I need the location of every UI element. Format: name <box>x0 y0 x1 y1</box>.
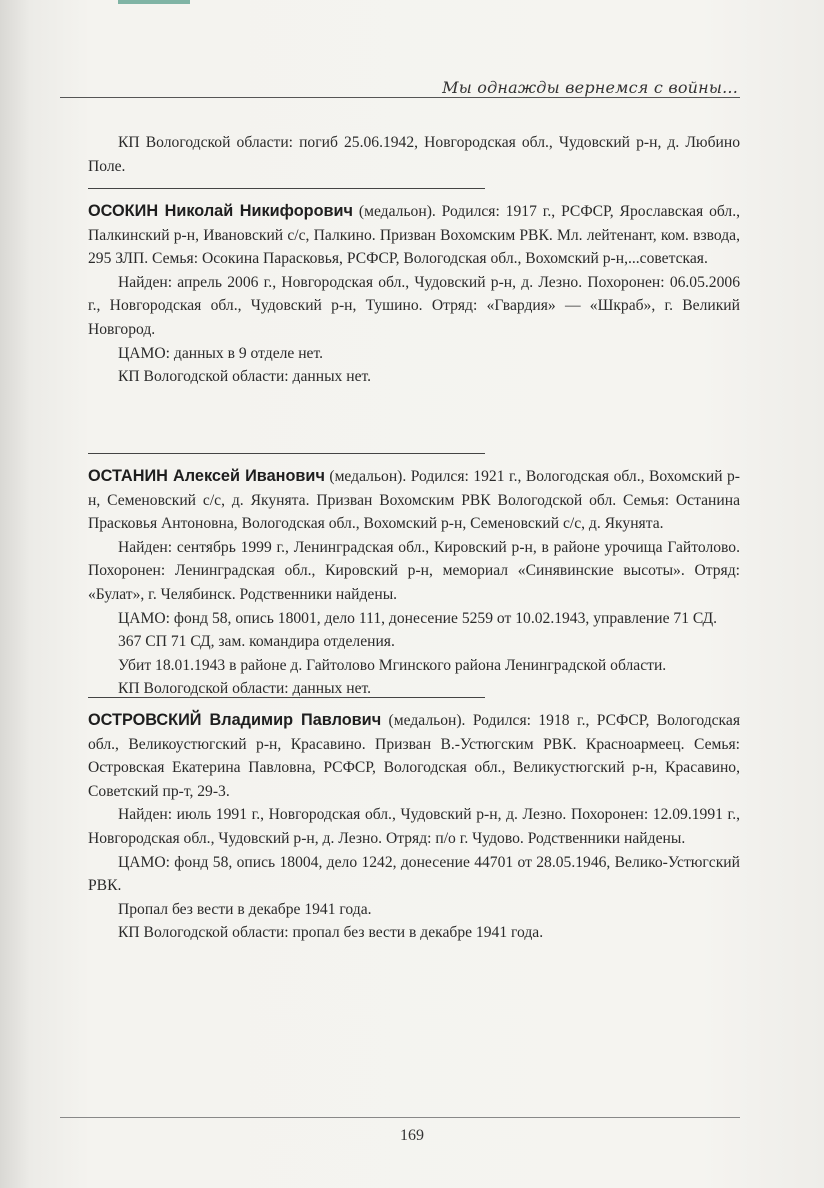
entry-name: ОСТРОВСКИЙ Владимир Павлович <box>88 711 382 729</box>
entry-name: ОСТАНИН Алексей Иванович <box>88 467 325 485</box>
entry-paragraph: КП Вологодской области: пропал без вести в декабре 1941 года. <box>118 924 544 942</box>
entry-lead <box>88 709 740 803</box>
entry-lead <box>88 465 740 536</box>
entry-paragraph: Найден: сентябрь 1999 г., Ленинградская обл., Кировский р-н, в районе урочища Гайтолово. Похоронен: Ленинградская обл., Кировский р-н, мемориал «Синявинские высоты». Отряд: «Булат», г. Челябинск. Родственники найдены. <box>88 538 740 603</box>
running-header: Мы однажды вернемся с войны... <box>442 78 738 97</box>
entry-ostanin <box>88 465 740 701</box>
binding-mark <box>118 0 190 4</box>
intro-paragraph: КП Вологодской области: погиб 25.06.1942, Новгородская обл., Чудовский р-н, д. Любино Поле. <box>88 134 740 175</box>
entry-osokin <box>88 200 740 389</box>
entry-lead <box>88 200 740 271</box>
entry-separator <box>88 697 485 698</box>
entry-paragraph: Убит 18.01.1943 в районе д. Гайтолово Мгинского района Ленинградской области. <box>118 656 667 674</box>
entry-paragraph: 367 СП 71 СД, зам. командира отделения. <box>118 633 395 651</box>
entry-name: ОСОКИН Николай Никифорович <box>88 202 354 220</box>
entry-paragraph: ЦАМО: фонд 58, опись 18001, дело 111, донесение 5259 от 10.02.1943, управление 71 СД. <box>118 609 718 627</box>
entry-paragraph: Найден: июль 1991 г., Новгородская обл., Чудовский р-н, д. Лезно. Похоронен: 12.09.1991 г., Новгородская обл., Чудовский р-н, д. Лезно. Отряд: п/о г. Чудово. Родственники найдены. <box>88 806 740 847</box>
entry-paragraph: Найден: апрель 2006 г., Новгородская обл., Чудовский р-н, д. Лезно. Похоронен: 06.05.2006 г., Новгородская обл., Чудовский р-н, Тушино. Отряд: «Гвардия» — «Шкраб», г. Великий Новгород. <box>88 273 740 338</box>
entry-paragraph: ЦАМО: фонд 58, опись 18004, дело 1242, донесение 44701 от 28.05.1946, Велико-Устюгский РВК. <box>88 853 740 895</box>
entry-lead-text: (медальон). Родился: 1921 г., Вологодская обл., Вохомский р-н, Семеновский с/с, д. Якунята. Призван Вохомским РВК Вологодской обл. Семья: Останина Прасковья Антоновна, Вологодская обл., Вохомский р-н, Семеновский с/с, д. Якунята. <box>88 468 740 533</box>
entry-separator <box>88 188 485 189</box>
entry-paragraph: КП Вологодской области: данных нет. <box>118 680 372 698</box>
entry-lead-text: (медальон). Родился: 1918 г., РСФСР, Вологодская обл., Великоустюгский р-н, Красавино. Призван В.-Устюгским РВК. Красноармеец. Семья: Островская Екатерина Павловна, РСФСР, Вологодская обл., Великустюгский р-н, Красавино, Советский пр-т, 29-3. <box>88 712 740 800</box>
entry-lead-text: (медальон). Родился: 1917 г., РСФСР, Ярославская обл., Палкинский р-н, Ивановский с/с, Палкино. Призван Вохомским РВК. Мл. лейтенант, ком. взвода, 295 ЗЛП. Семья: Осокина Парасковья, РСФСР, Вологодская обл., Вохомский р-н,...советская. <box>88 203 740 268</box>
intro-block <box>88 131 740 178</box>
page-number: 169 <box>400 1127 424 1144</box>
header-rule <box>60 97 740 98</box>
entry-paragraph: ЦАМО: данных в 9 отделе нет. <box>118 344 324 362</box>
entry-paragraph: КП Вологодской области: данных нет. <box>118 368 372 386</box>
footer-rule <box>60 1117 740 1118</box>
entry-ostrovsky <box>88 709 740 945</box>
entry-paragraph: Пропал без вести в декабре 1941 года. <box>118 900 372 918</box>
entry-separator <box>88 453 485 454</box>
